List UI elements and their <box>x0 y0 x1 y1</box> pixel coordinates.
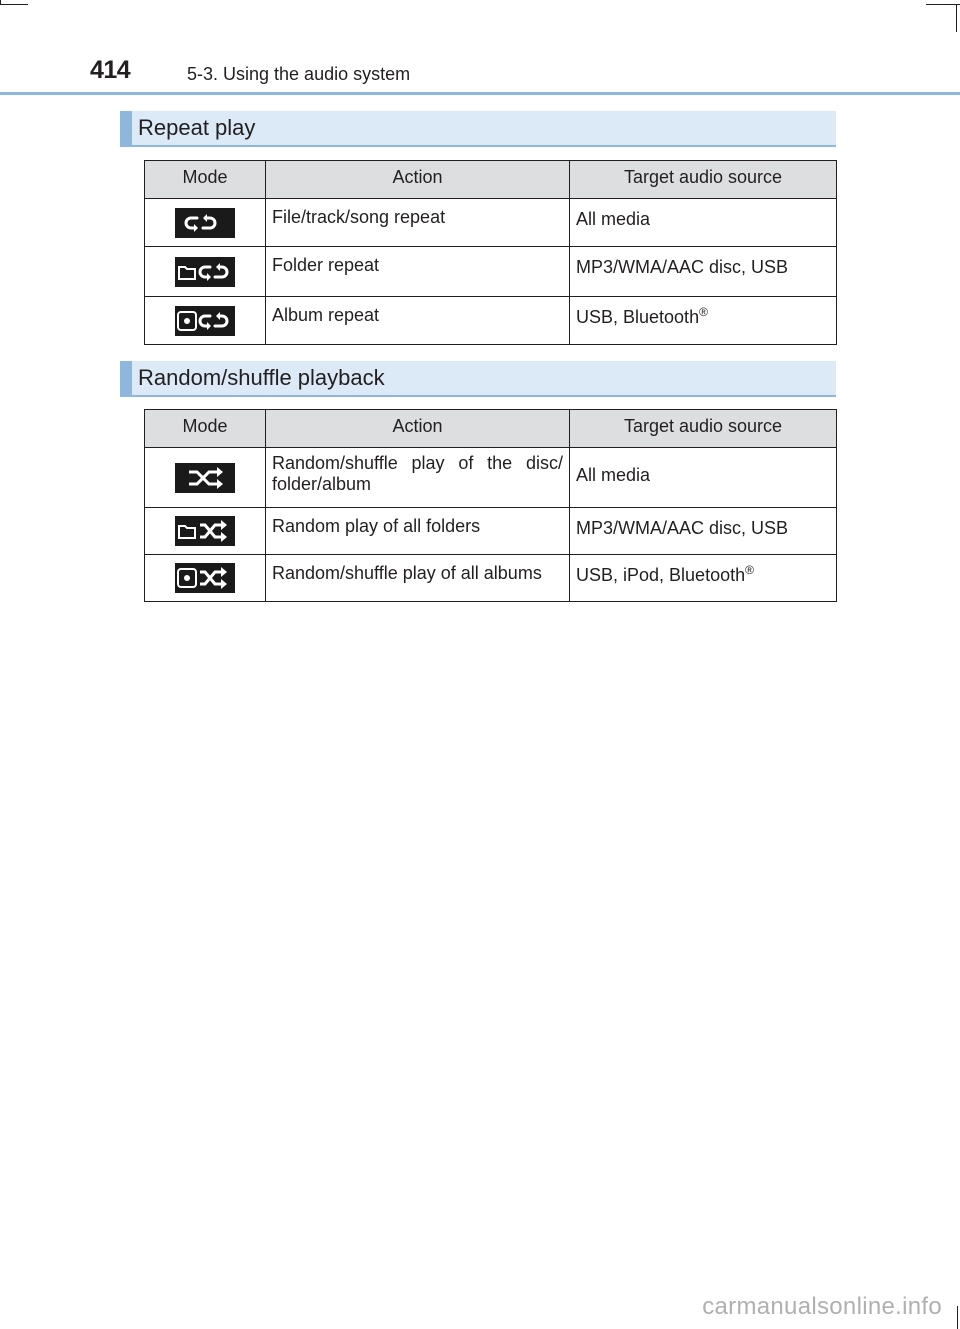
target-text: All media <box>576 465 651 485</box>
section-reference: 5-3. Using the audio system <box>187 64 411 84</box>
column-header-target: Target audio source <box>570 161 837 199</box>
folder-repeat-icon <box>175 257 235 287</box>
section-title-repeat <box>120 111 836 147</box>
target-text: MP3/WMA/AAC disc, USB <box>576 518 789 538</box>
section-title-shuffle <box>120 361 836 397</box>
section-title-text: Random/shuffle playback <box>138 365 385 390</box>
mode-cell <box>145 508 266 555</box>
mode-cell <box>145 297 266 345</box>
table-row <box>145 555 837 602</box>
album-shuffle-icon <box>175 563 235 593</box>
mode-cell <box>145 555 266 602</box>
action-cell: Random play of all folders <box>266 508 570 555</box>
action-cell: Album repeat <box>266 297 570 345</box>
registered-mark: ® <box>699 305 708 319</box>
folder-shuffle-icon <box>175 516 235 546</box>
action-cell: File/track/song repeat <box>266 199 570 247</box>
table-row <box>145 448 837 508</box>
target-text: MP3/WMA/AAC disc, USB <box>576 257 789 277</box>
shuffle-table <box>144 409 837 602</box>
target-cell <box>570 199 837 247</box>
table-row <box>145 508 837 555</box>
action-cell: Random/shuffle play of the disc/ folder/album <box>266 448 570 508</box>
table-row <box>145 199 837 247</box>
repeat-icon <box>175 208 235 238</box>
shuffle-icon <box>175 463 235 493</box>
table-header-row <box>145 161 837 199</box>
column-header-action: Action <box>266 410 570 448</box>
mode-cell <box>145 247 266 297</box>
section-title-text: Repeat play <box>138 115 256 140</box>
registered-mark: ® <box>745 563 754 577</box>
table-header-row <box>145 410 837 448</box>
target-cell <box>570 247 837 297</box>
album-repeat-icon <box>175 306 235 336</box>
column-header-action: Action <box>266 161 570 199</box>
watermark: carmanualsonline.info <box>702 1293 942 1320</box>
mode-cell <box>145 199 266 247</box>
target-text: USB, Bluetooth <box>576 307 700 327</box>
target-text: All media <box>576 209 651 229</box>
crop-mark <box>956 4 957 32</box>
target-cell <box>570 448 837 508</box>
crop-mark <box>0 4 28 5</box>
table-row <box>145 297 837 345</box>
page-number: 414 <box>90 56 131 84</box>
target-cell <box>570 508 837 555</box>
action-cell: Random/shuffle play of all albums <box>266 555 570 602</box>
action-cell: Folder repeat <box>266 247 570 297</box>
repeat-table <box>144 160 837 345</box>
table-row <box>145 247 837 297</box>
target-cell <box>570 297 837 345</box>
column-header-mode: Mode <box>145 410 266 448</box>
column-header-mode: Mode <box>145 161 266 199</box>
target-cell <box>570 555 837 602</box>
target-text: USB, iPod, Bluetooth <box>576 565 746 585</box>
column-header-target: Target audio source <box>570 410 837 448</box>
crop-mark <box>957 1306 958 1329</box>
crop-mark <box>926 4 960 5</box>
mode-cell <box>145 448 266 508</box>
header-rule <box>0 92 960 95</box>
